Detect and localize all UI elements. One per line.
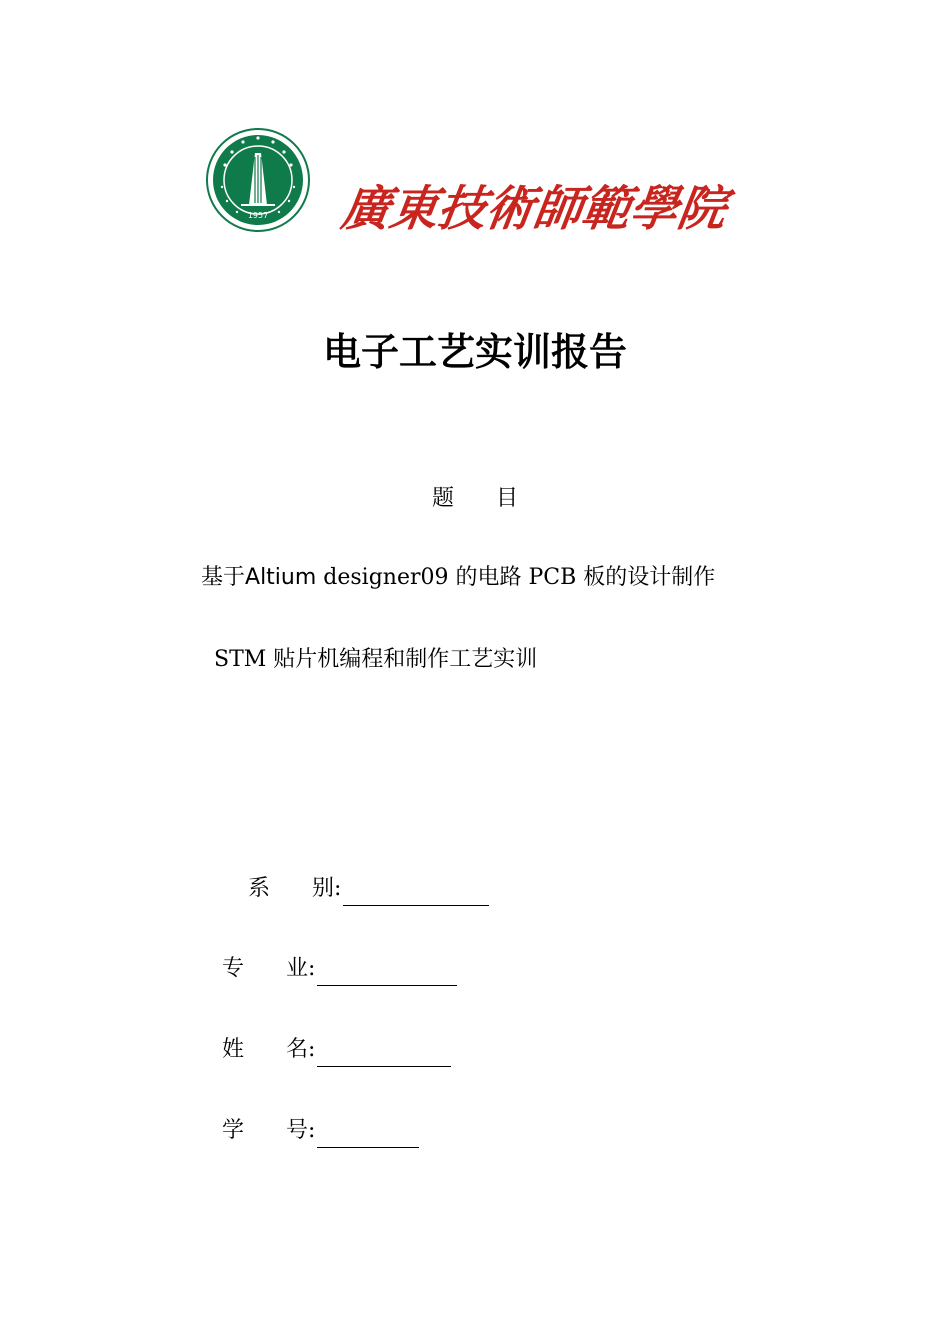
report-title: 电子工艺实训报告 — [322, 330, 627, 374]
student-id-blank[interactable] — [317, 1123, 419, 1148]
student-id-label: 学 号: — [222, 1118, 316, 1143]
major-field — [222, 952, 457, 986]
department-blank[interactable] — [343, 881, 489, 906]
seal-year: 1957 — [247, 211, 269, 220]
topic-line-1 — [201, 561, 715, 595]
department-field — [248, 872, 489, 906]
student-id-field — [222, 1114, 419, 1148]
topic-line-2: STM 贴片机编程和制作工艺实训 — [214, 647, 538, 672]
topic-line-1-rest: designer09 的电路 PCB 板的设计制作 — [316, 565, 716, 590]
name-label: 姓 名: — [222, 1037, 316, 1062]
topic-label: 题 目 — [432, 486, 518, 511]
major-blank[interactable] — [317, 961, 457, 986]
topic-line-1-software: Altium — [245, 565, 317, 590]
school-name-calligraphy: 廣東技術師範學院 — [338, 181, 730, 237]
topic-line-1-prefix: 基于 — [201, 565, 246, 590]
name-field — [222, 1033, 451, 1067]
department-label: 系 别: — [248, 876, 342, 901]
major-label: 专 业: — [222, 956, 316, 981]
name-blank[interactable] — [317, 1042, 451, 1067]
school-seal-logo — [205, 127, 311, 233]
